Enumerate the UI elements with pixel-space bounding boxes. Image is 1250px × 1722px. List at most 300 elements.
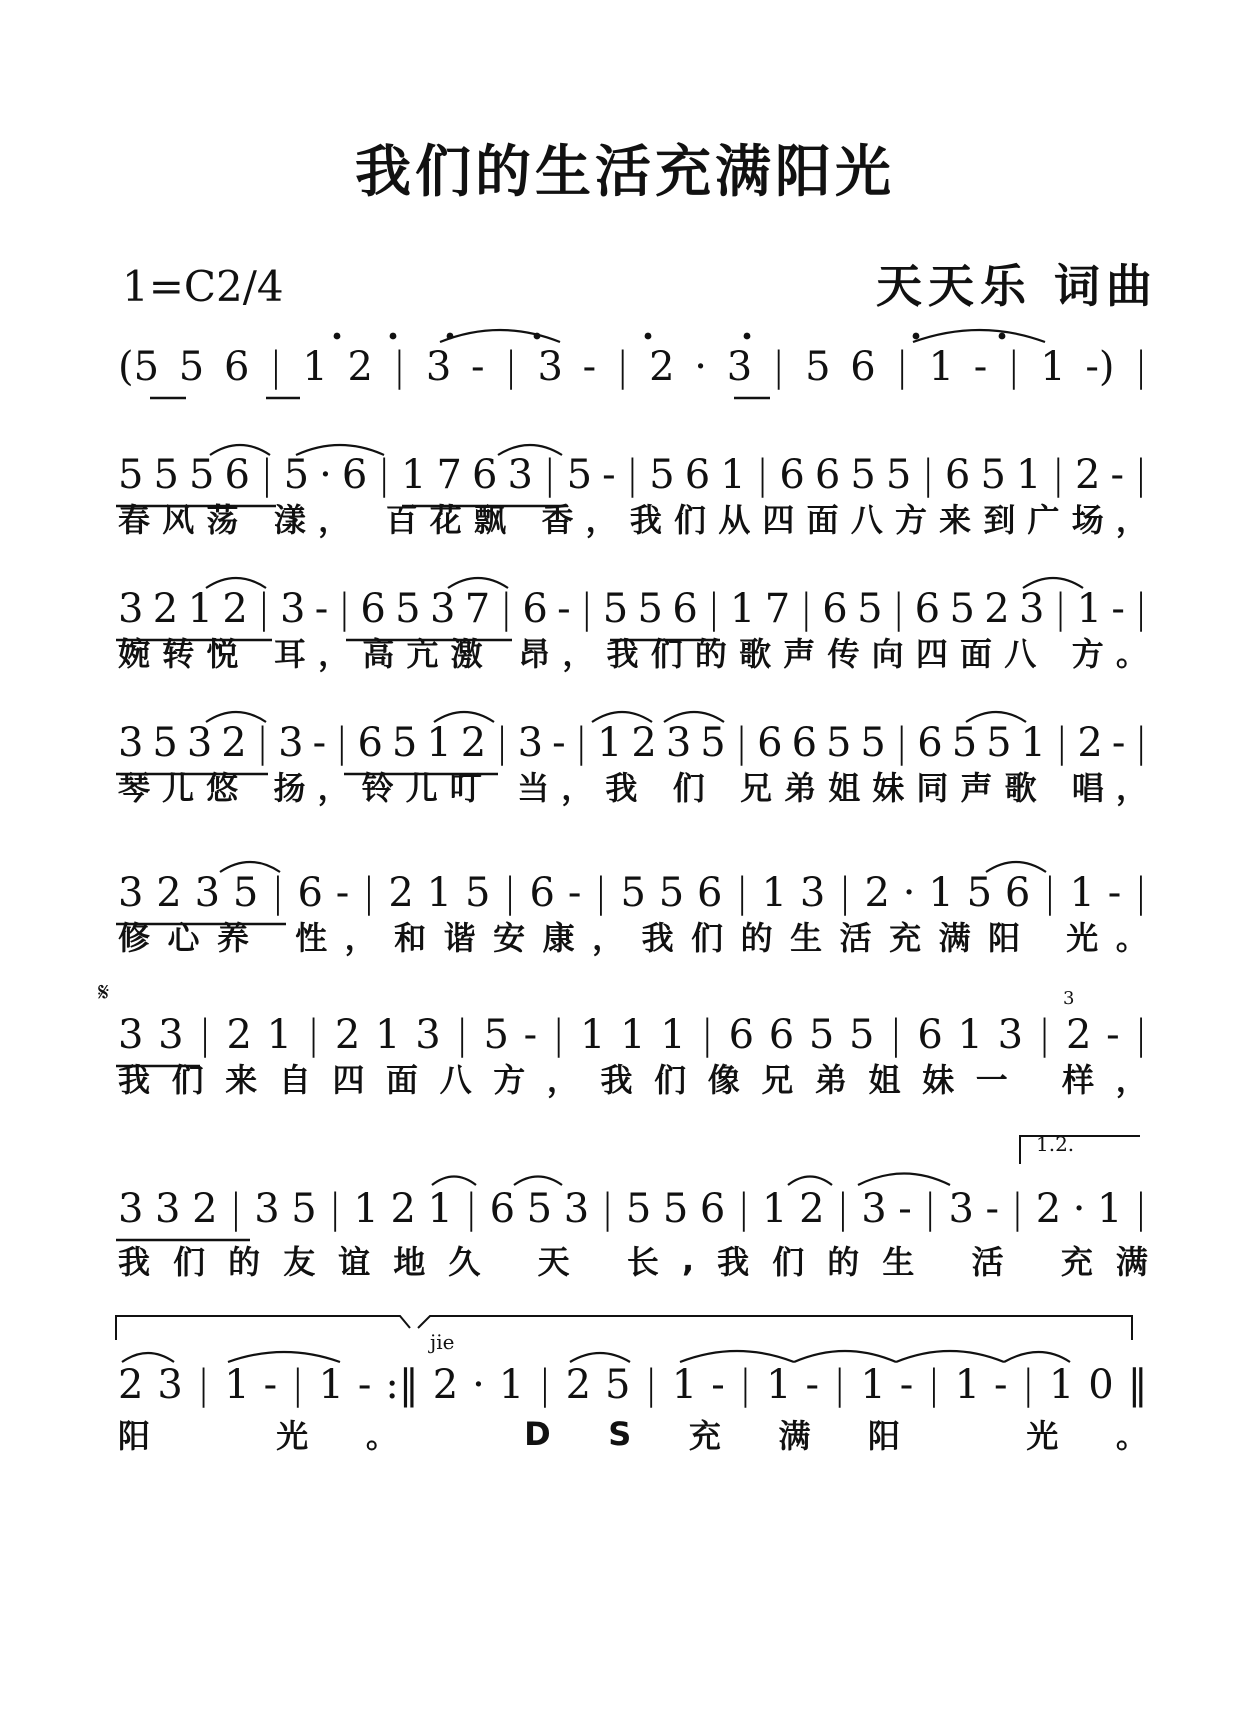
note: 5	[700, 720, 726, 766]
note: 7	[464, 586, 491, 632]
note: 3	[537, 344, 563, 390]
lyric-char: ，	[1115, 501, 1148, 539]
lyric-char: 。	[1115, 635, 1148, 673]
barline: |	[755, 452, 770, 498]
lyric-char: 姐	[868, 1061, 901, 1099]
spacer	[593, 1241, 604, 1279]
barline: |	[1134, 720, 1148, 766]
note: 5	[526, 1186, 553, 1232]
barline: |	[337, 586, 352, 632]
lyric-char: 康	[542, 919, 575, 957]
lyric-char: ，	[318, 635, 351, 673]
note: -	[357, 1362, 372, 1408]
note: 6	[822, 586, 848, 632]
lyric-char: ，	[317, 769, 350, 807]
barline: |	[551, 1012, 566, 1058]
lyric-char: 昂	[518, 635, 551, 673]
lyric-char: ，	[561, 769, 594, 807]
lyric-char: 。	[1115, 919, 1148, 957]
note: 2	[432, 1362, 459, 1408]
spacer	[1029, 1059, 1040, 1097]
note: -	[567, 870, 582, 916]
barline: |	[260, 452, 274, 498]
lyric-char: 像	[707, 1061, 740, 1099]
lyric-char: 我	[118, 1061, 151, 1099]
spacer	[250, 767, 261, 805]
note: 1	[375, 1012, 401, 1058]
second-ending-bracket	[418, 1316, 1132, 1340]
barline: |	[891, 586, 906, 632]
note: 2	[649, 344, 675, 390]
notes-row-7	[118, 1172, 1148, 1232]
note: 3	[507, 452, 533, 498]
note: 3	[186, 720, 213, 766]
lyric-char: 谐	[443, 919, 476, 957]
barline: |	[291, 1362, 305, 1408]
note: 6	[489, 1186, 516, 1232]
barline: |	[362, 870, 376, 916]
lyric-char: 阳	[868, 1417, 901, 1455]
note: -	[335, 870, 350, 916]
note: 2	[222, 586, 248, 632]
note: 2	[388, 870, 414, 916]
barline: |	[464, 1186, 479, 1232]
barline: |	[377, 452, 391, 498]
note: -	[582, 344, 597, 390]
note: (5	[118, 344, 160, 390]
note: 6	[728, 1012, 755, 1058]
lyric-char: 声	[783, 635, 816, 673]
lyric-char: 荡	[206, 501, 239, 539]
lyric-char: 向	[871, 635, 904, 673]
note: 6	[1004, 870, 1031, 916]
lyric-char: 花	[429, 501, 462, 539]
spacer	[937, 1241, 948, 1279]
lyric-char: 姐	[828, 769, 861, 807]
barline: |	[921, 452, 935, 498]
note: -	[805, 1362, 819, 1408]
lyric-char: 阳	[118, 1417, 151, 1455]
note: 5	[464, 870, 491, 916]
lyric-char: 谊	[338, 1243, 371, 1281]
spacer	[1038, 917, 1049, 955]
note: -	[973, 344, 988, 390]
lyric-char: 从	[718, 501, 751, 539]
note: -	[602, 452, 616, 498]
note: 2	[221, 720, 247, 766]
note: 1	[860, 1362, 886, 1408]
lyric-char: 们	[691, 919, 724, 957]
lyric-char: 生	[882, 1243, 915, 1281]
barline: |	[895, 344, 909, 390]
lyric-char: 充	[889, 919, 922, 957]
note: ·	[902, 870, 916, 916]
lyrics-row-2	[118, 496, 1148, 540]
note: 6	[697, 870, 723, 916]
note: 2	[192, 1186, 218, 1232]
lyric-char: 妹	[922, 1061, 955, 1099]
barline: |	[889, 1012, 903, 1058]
barline: |	[1053, 586, 1068, 632]
lyric-char: 四	[762, 501, 795, 539]
note: 3	[799, 870, 826, 916]
note: 5	[625, 1186, 652, 1232]
lyric-char: 耳	[273, 635, 306, 673]
note: 5	[391, 720, 418, 766]
lyric-char: 琴	[118, 769, 151, 807]
note: 1	[1048, 1362, 1075, 1408]
note: 1	[597, 720, 623, 766]
lyric-char: 的	[740, 919, 773, 957]
notes-row-5	[118, 856, 1148, 916]
lyric-char: 来	[939, 501, 972, 539]
note: 2	[984, 586, 1010, 632]
lyric-char: 我	[605, 769, 638, 807]
lyric-char: 我	[118, 1243, 151, 1281]
barline: |	[574, 720, 589, 766]
lyrics-row-7	[118, 1238, 1148, 1282]
note: 1	[928, 344, 955, 390]
note: 3	[118, 1186, 144, 1232]
barline: |	[1043, 870, 1057, 916]
lyric-char: 地	[393, 1243, 426, 1281]
barline: |	[257, 586, 271, 632]
barline: |	[1051, 452, 1065, 498]
lyrics-row-6	[118, 1056, 1148, 1100]
note: -)	[1085, 344, 1115, 390]
lyric-char: D	[524, 1415, 551, 1453]
lyric-char: 亢	[406, 635, 439, 673]
note: 3	[278, 720, 304, 766]
note: 3	[997, 1012, 1024, 1058]
barline: |	[1134, 344, 1148, 390]
lyric-char: 儿	[405, 769, 438, 807]
note: 6	[223, 344, 250, 390]
barline: |	[196, 1362, 211, 1408]
note: 1	[266, 1012, 293, 1058]
note: 3	[726, 344, 753, 390]
note: ·	[472, 1362, 485, 1408]
note: 2	[799, 1186, 825, 1232]
lyric-char: 充	[1060, 1243, 1093, 1281]
lyric-char: 的	[228, 1243, 261, 1281]
note: 6	[357, 720, 383, 766]
note: -	[314, 586, 329, 632]
lyrics-row-5	[118, 914, 1148, 958]
note: 1	[620, 1012, 646, 1058]
note: 3	[118, 586, 144, 632]
note: 2	[118, 1362, 144, 1408]
spacer	[503, 1241, 514, 1279]
barline: |	[543, 452, 557, 498]
barline: |	[594, 870, 608, 916]
lyric-char: 我	[629, 501, 662, 539]
lyric-char: 妹	[872, 769, 905, 807]
barline: |	[499, 586, 513, 632]
note: 1	[761, 870, 788, 916]
lyric-char: 声	[960, 769, 993, 807]
note: 2	[390, 1186, 416, 1232]
lyric-char: 活	[839, 919, 872, 957]
lyric-char: 我	[606, 635, 639, 673]
lyric-char: 友	[283, 1243, 316, 1281]
note: 5	[966, 870, 993, 916]
note: :‖	[385, 1362, 419, 1408]
note: 3	[254, 1186, 280, 1232]
barline: |	[707, 586, 721, 632]
barline: |	[1134, 586, 1148, 632]
notes-row-3	[118, 572, 1148, 632]
note: 6	[224, 452, 250, 498]
note: -	[711, 1362, 725, 1408]
volta-label: 1.2.	[1036, 1132, 1075, 1156]
barline: |	[600, 1186, 615, 1232]
lyric-char: 们	[171, 1061, 204, 1099]
barline: |	[1010, 1186, 1025, 1232]
note: -	[263, 1362, 278, 1408]
notes-row-2	[118, 438, 1148, 498]
lyric-char: 们	[173, 1243, 206, 1281]
lyric-char: 天	[537, 1243, 570, 1281]
barline: |	[832, 1362, 847, 1408]
note: 2	[460, 720, 487, 766]
spacer	[208, 1415, 219, 1453]
barline: |	[503, 870, 517, 916]
note: 5	[602, 586, 629, 632]
barline: |	[579, 586, 594, 632]
barline: |	[255, 720, 270, 766]
note: 3	[1019, 586, 1045, 632]
barline: |	[1021, 1362, 1035, 1408]
lyric-char: 们	[674, 501, 707, 539]
note: 1	[1015, 452, 1042, 498]
note: 5	[808, 1012, 835, 1058]
note: 6	[814, 452, 841, 498]
note: ‖	[1127, 1362, 1148, 1408]
note: -	[552, 720, 566, 766]
note: 3	[429, 586, 456, 632]
lyric-char: 。	[1115, 1417, 1148, 1455]
note: 2	[226, 1012, 252, 1058]
barline: |	[644, 1362, 658, 1408]
barline: |	[927, 1362, 941, 1408]
lyric-char: 弟	[784, 769, 817, 807]
note: ·	[1072, 1186, 1086, 1232]
note: 6	[944, 452, 971, 498]
barline: |	[495, 720, 509, 766]
lyric-char: 方	[493, 1061, 526, 1099]
note: -	[1106, 1012, 1120, 1058]
note: 6	[699, 1186, 726, 1232]
note: 5	[885, 452, 912, 498]
note: 3	[158, 1012, 184, 1058]
barline: |	[328, 1186, 342, 1232]
lyric-char: 百	[385, 501, 418, 539]
lyric-char: 生	[790, 919, 823, 957]
lyric-char: 兄	[761, 1061, 794, 1099]
lyric-char: 我	[641, 919, 674, 957]
note: 1	[720, 452, 746, 498]
lyrics-row-8	[118, 1412, 1148, 1456]
note: 5	[232, 870, 259, 916]
spacer	[495, 633, 506, 671]
lyric-char: ，	[585, 501, 618, 539]
lyric-char: 婉	[118, 635, 151, 673]
lyric-char: 们	[650, 635, 683, 673]
note: 5	[566, 452, 593, 498]
note: 3	[665, 720, 692, 766]
lyric-char: 自	[278, 1061, 311, 1099]
note: 5	[637, 586, 663, 632]
note: 6	[341, 452, 368, 498]
barline: |	[229, 1186, 243, 1232]
lyric-char: 我	[600, 1061, 633, 1099]
note: 7	[436, 452, 462, 498]
lyric-char: 的	[694, 635, 727, 673]
lyric-char: 我	[717, 1243, 750, 1281]
note: 2	[156, 870, 182, 916]
barline: |	[306, 1012, 321, 1058]
note: 5	[152, 720, 178, 766]
barline: |	[1134, 1186, 1148, 1232]
note: 3	[425, 344, 452, 390]
lyric-char: 儿	[162, 769, 195, 807]
barline: |	[836, 1186, 850, 1232]
note: 3	[157, 1362, 183, 1408]
note: -	[1111, 720, 1126, 766]
note: 5	[849, 1012, 875, 1058]
note: 5	[604, 1362, 631, 1408]
barline: |	[504, 344, 518, 390]
lyric-char: 满	[1115, 1243, 1148, 1281]
lyric-char: 弟	[814, 1061, 847, 1099]
barline: |	[735, 870, 749, 916]
note: 1	[729, 586, 756, 632]
spacer	[958, 1415, 969, 1453]
note: 5	[986, 720, 1012, 766]
barline: |	[894, 720, 909, 766]
note: 7	[764, 586, 791, 632]
lyric-char: 面	[386, 1061, 419, 1099]
lyric-char: ,	[681, 1241, 695, 1279]
lyric-char: 面	[960, 635, 993, 673]
lyric-char: 们	[772, 1243, 805, 1281]
note: 1	[954, 1362, 981, 1408]
lyric-char: 悠	[206, 769, 239, 807]
note: 1	[353, 1186, 379, 1232]
note: 2	[631, 720, 657, 766]
barline: |	[799, 586, 813, 632]
lyrics-row-3	[118, 630, 1148, 674]
note: 3	[118, 720, 144, 766]
lyric-char: ，	[592, 919, 625, 957]
note: 1	[928, 870, 954, 916]
note: 5	[662, 1186, 689, 1232]
barline: |	[1134, 1012, 1148, 1058]
note: 3	[279, 586, 306, 632]
lyric-char: 光	[1026, 1417, 1059, 1455]
note: 6	[768, 1012, 795, 1058]
lyric-char: 心	[167, 919, 200, 957]
notes-row-6	[118, 998, 1148, 1058]
note: 5	[178, 344, 205, 390]
note: -	[1111, 586, 1125, 632]
note: 5	[395, 586, 421, 632]
lyric-char: 高	[362, 635, 395, 673]
note: 1	[1040, 344, 1066, 390]
note: 1	[671, 1362, 698, 1408]
note: 3	[118, 870, 144, 916]
note: -	[899, 1362, 914, 1408]
lyric-char: 性	[295, 919, 328, 957]
barline: |	[923, 1186, 937, 1232]
note: 1	[318, 1362, 344, 1408]
barline: |	[1134, 452, 1148, 498]
lyric-char: 光	[276, 1417, 309, 1455]
note: 5	[291, 1186, 317, 1232]
note: 2	[565, 1362, 592, 1408]
note: 1	[580, 1012, 606, 1058]
lyric-char: 们	[654, 1061, 687, 1099]
lyric-char: 样	[1062, 1061, 1095, 1099]
lyric-char: 到	[983, 501, 1016, 539]
lyric-char: 充	[688, 1417, 721, 1455]
key-signature: 1=C2/4	[122, 262, 284, 311]
note: 6	[529, 870, 555, 916]
note: 1	[427, 1186, 453, 1232]
segno-mark: 𝄋	[98, 978, 110, 1008]
barline: |	[1007, 344, 1021, 390]
barline: |	[455, 1012, 469, 1058]
triplet-mark: 3	[1063, 988, 1075, 1009]
first-ending-bracket	[116, 1316, 410, 1340]
note: 5	[951, 720, 978, 766]
note: 6	[757, 720, 783, 766]
lyric-char: 歌	[1004, 769, 1037, 807]
note: 1	[224, 1362, 250, 1408]
note: 1	[187, 586, 214, 632]
note: 1	[1069, 870, 1095, 916]
note: ·	[694, 344, 707, 390]
note: 1	[762, 1186, 788, 1232]
note: 2	[347, 344, 373, 390]
notes-row-4	[118, 706, 1148, 766]
note: 1	[1097, 1186, 1123, 1232]
lyric-char: 安	[493, 919, 526, 957]
spacer	[1049, 767, 1060, 805]
notes-row-1	[118, 330, 1148, 390]
note: -	[471, 344, 485, 390]
lyric-char: 长	[626, 1243, 659, 1281]
spacer	[267, 917, 278, 955]
spacer	[362, 499, 373, 537]
lyric-char: 广	[1027, 501, 1060, 539]
note: 6	[472, 452, 498, 498]
lyric-char: 久	[448, 1243, 481, 1281]
lyric-char: 面	[806, 501, 839, 539]
note: -	[523, 1012, 538, 1058]
note: 6	[917, 720, 943, 766]
lyric-char: 四	[332, 1061, 365, 1099]
lyric-char: 转	[162, 635, 195, 673]
note: 5	[805, 344, 831, 390]
note: 3	[415, 1012, 441, 1058]
lyric-char: 春	[118, 501, 151, 539]
lyric-char: 香	[541, 501, 574, 539]
lyric-char: 阳	[988, 919, 1021, 957]
note: 1	[660, 1012, 686, 1058]
barline: |	[615, 344, 630, 390]
